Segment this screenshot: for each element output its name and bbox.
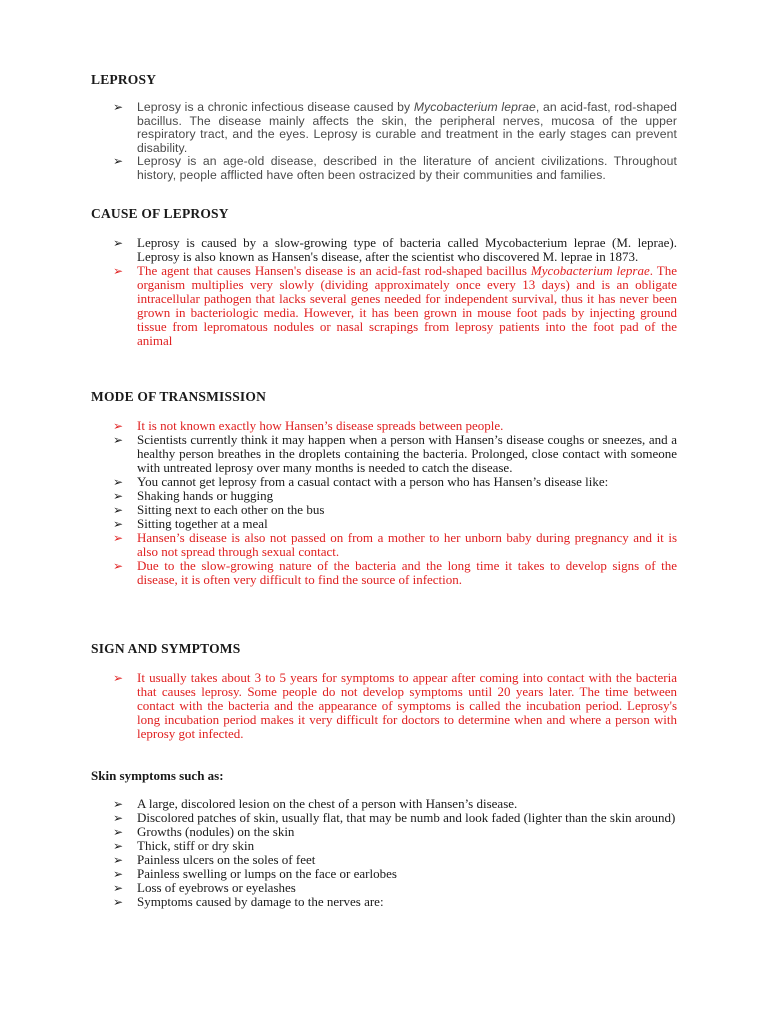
- list-item: [113, 432, 677, 475]
- text-segment: Shaking hands or hugging: [137, 488, 274, 503]
- list-item: [113, 670, 677, 741]
- bullet-list: [0, 101, 768, 182]
- text-segment: The agent that causes Hansen's disease is an acid-fast rod-shaped bacillus: [137, 263, 531, 278]
- text-segment: Painless swelling or lumps on the face or earlobes: [137, 866, 397, 881]
- bullet-arrow-icon: ➢: [113, 671, 124, 685]
- text-segment: . The organism multiplies very slowly (dividing approximately once every 13 days) and is an obligate intracellular pathogen that lacks several genes needed for independent survival, thus it has never been grown in bacteriologic media. However, it has been grown in mouse foot pads by injecting ground tissue from lepromatous nodules or nasal scrapings from leprosy patients into the foot pad of the animal: [137, 263, 677, 348]
- bullet-arrow-icon: ➢: [113, 853, 124, 867]
- bullet-arrow-icon: ➢: [113, 797, 124, 811]
- list-item: [113, 488, 677, 503]
- italic-species-name: Mycobacterium leprae: [530, 263, 650, 278]
- text-segment: Leprosy is caused by a slow-growing type of bacteria called Mycobacterium leprae (M. leprae). Leprosy is also known as Hansen's disease, after the scientist who discovered M. leprae in 1873.: [137, 235, 677, 264]
- bullet-arrow-icon: ➢: [113, 867, 124, 881]
- bullet-arrow-icon: ➢: [113, 100, 124, 114]
- bullet-arrow-icon: ➢: [113, 811, 124, 825]
- bullet-list: [0, 419, 768, 587]
- list-item: [113, 235, 677, 264]
- bullet-arrow-icon: ➢: [113, 895, 124, 909]
- list-item: [113, 824, 677, 839]
- text-segment: Loss of eyebrows or eyelashes: [137, 880, 296, 895]
- text-segment: It is not known exactly how Hansen’s disease spreads between people.: [137, 418, 504, 433]
- text-segment: Due to the slow-growing nature of the bacteria and the long time it takes to develop signs of the disease, it is often very difficult to find the source of infection.: [137, 558, 677, 587]
- bullet-arrow-icon: ➢: [113, 531, 124, 545]
- text-segment: Growths (nodules) on the skin: [137, 824, 295, 839]
- bullet-list: [0, 671, 768, 741]
- bullet-arrow-icon: ➢: [113, 825, 124, 839]
- bullet-arrow-icon: ➢: [113, 433, 124, 447]
- bullet-arrow-icon: ➢: [113, 881, 124, 895]
- bullet-arrow-icon: ➢: [113, 489, 124, 503]
- text-segment: Sitting together at a meal: [137, 516, 268, 531]
- text-segment: Scientists currently think it may happen when a person with Hansen’s disease coughs or sneezes, and a healthy person breathes in the droplets containing the bacteria. Prolonged, close contact with someone with untreated leprosy over many months is needed to catch the disease.: [137, 432, 677, 475]
- bullet-arrow-icon: ➢: [113, 559, 124, 573]
- italic-species-name: Mycobacterium leprae: [413, 100, 536, 114]
- bullet-arrow-icon: ➢: [113, 475, 124, 489]
- text-segment: Painless ulcers on the soles of feet: [137, 852, 316, 867]
- text-segment: It usually takes about 3 to 5 years for symptoms to appear after coming into contact with the bacteria that causes leprosy. Some people do not develop symptoms until 20 years later. The time between contact with the bacteria and the appearance of symptoms is called the incubation period. Leprosy's long incubation period makes it very difficult for doctors to determine when and where a person with leprosy got infected.: [137, 670, 677, 741]
- bullet-list: [0, 797, 768, 909]
- text-segment: , an acid-fast, rod-shaped bacillus. The disease mainly affects the skin, the peripheral nerves, mucosa of the upper respiratory tract, and the eyes. Leprosy is curable and treatment in the early stages can prevent disability.: [137, 100, 678, 155]
- section-heading: LEPROSY: [91, 72, 157, 87]
- section-cause: [0, 207, 768, 348]
- bullet-arrow-icon: ➢: [113, 236, 124, 250]
- list-item: [113, 558, 677, 587]
- text-segment: Leprosy is a chronic infectious disease caused by: [137, 100, 414, 114]
- list-item: [113, 866, 677, 881]
- bullet-arrow-icon: ➢: [113, 517, 124, 531]
- list-item: [113, 263, 677, 348]
- text-segment: You cannot get leprosy from a casual contact with a person who has Hansen’s disease like:: [137, 474, 609, 489]
- list-item: [113, 418, 677, 433]
- list-item: [113, 474, 677, 489]
- section-skin-symptoms: [0, 769, 768, 909]
- text-segment: Discolored patches of skin, usually flat, that may be numb and look faded (lighter than the skin around): [137, 810, 676, 825]
- list-item: [113, 516, 677, 531]
- text-segment: Sitting next to each other on the bus: [137, 502, 325, 517]
- list-item: [113, 838, 677, 853]
- list-item: [113, 530, 677, 559]
- bullet-arrow-icon: ➢: [113, 503, 124, 517]
- list-item: [113, 100, 678, 155]
- list-item: [113, 502, 677, 517]
- text-segment: Hansen’s disease is also not passed on from a mother to her unborn baby during pregnancy and it is also not spread through sexual contact.: [137, 530, 677, 559]
- section-heading: SIGN AND SYMPTOMS: [91, 641, 241, 656]
- text-segment: Leprosy is an age-old disease, described in the literature of ancient civilizations. Throughout history, people afflicted have often been ostracized by their communities and families.: [137, 154, 677, 182]
- text-segment: Symptoms caused by damage to the nerves are:: [137, 894, 384, 909]
- bullet-arrow-icon: ➢: [113, 839, 124, 853]
- text-segment: A large, discolored lesion on the chest of a person with Hansen’s disease.: [137, 796, 518, 811]
- list-item: [113, 796, 677, 811]
- bullet-arrow-icon: ➢: [113, 154, 124, 168]
- bullet-list: [0, 236, 768, 348]
- bullet-arrow-icon: ➢: [113, 264, 124, 278]
- list-item: [113, 894, 677, 909]
- list-item: [113, 154, 677, 182]
- section-leprosy: [0, 73, 768, 182]
- section-heading: MODE OF TRANSMISSION: [91, 389, 267, 404]
- bullet-arrow-icon: ➢: [113, 419, 124, 433]
- subheading: Skin symptoms such as:: [91, 768, 224, 783]
- list-item: [113, 852, 677, 867]
- list-item: [113, 810, 677, 825]
- section-heading: CAUSE OF LEPROSY: [91, 206, 229, 221]
- list-item: [113, 880, 677, 895]
- text-segment: Thick, stiff or dry skin: [137, 838, 255, 853]
- section-transmission: [0, 390, 768, 587]
- section-signs: [0, 642, 768, 741]
